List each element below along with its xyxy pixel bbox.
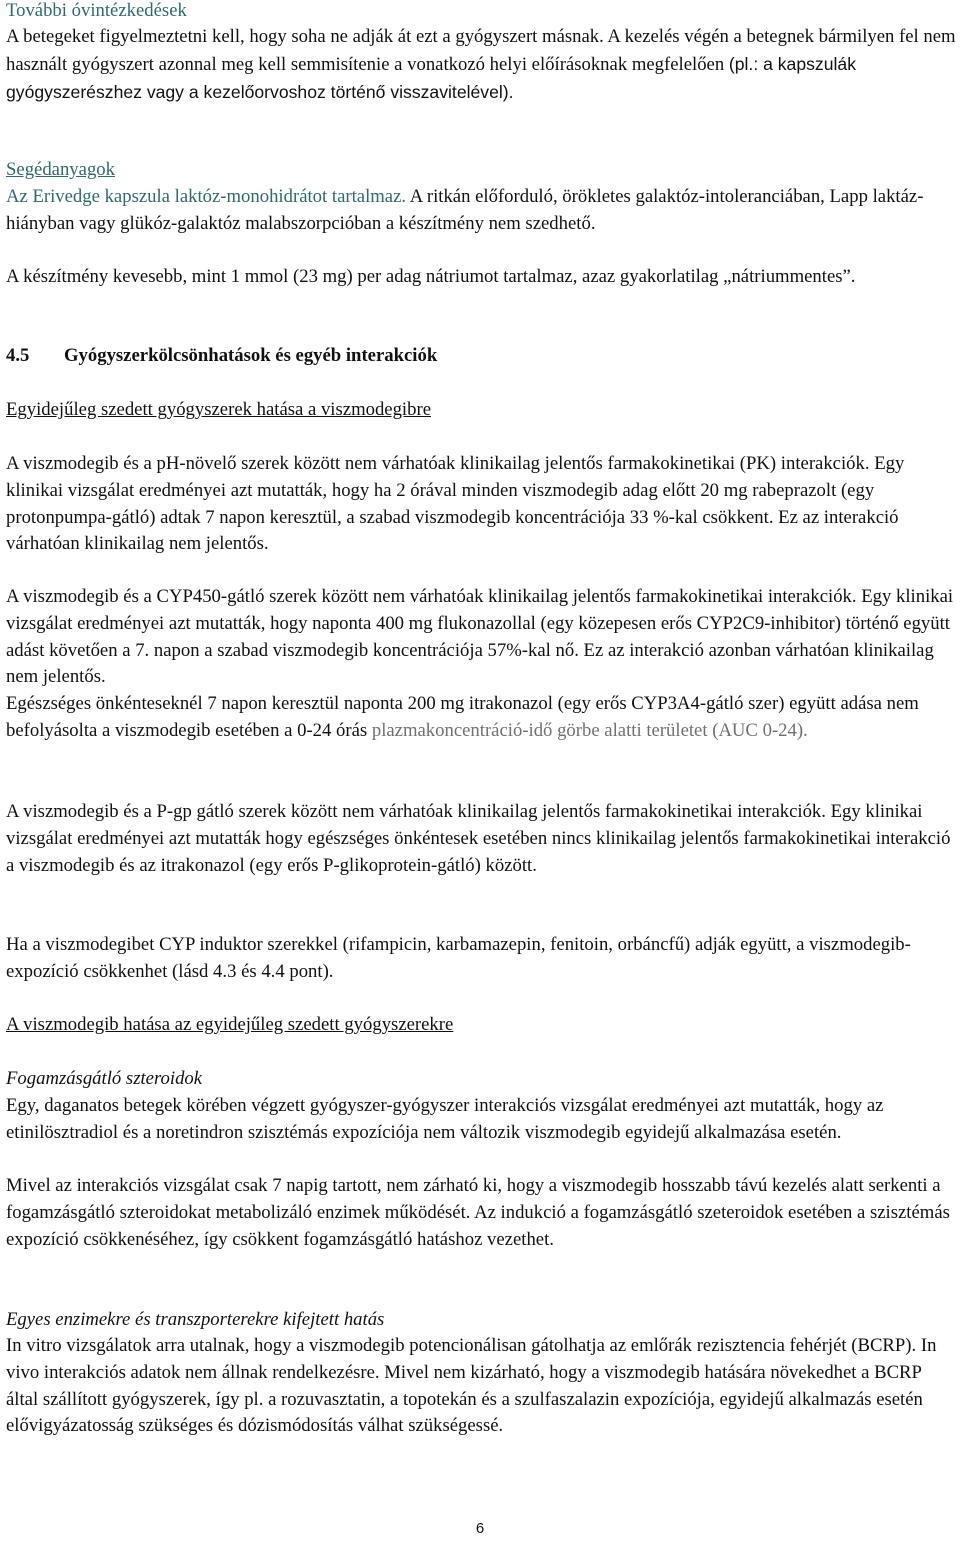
excipients-sodium: A készítmény kevesebb, mint 1 mmol (23 mg) per adag nátriumot tartalmaz, azaz gyakorlatilag „nátriummentes”. bbox=[6, 266, 856, 287]
precautions-body-return: (pl.: a kapszulák gyógyszerészhez vagy a kezelőorvoshoz történő visszavitelével). bbox=[6, 53, 857, 102]
sub1-paragraph-3-auc: plazmakoncentráció-idő görbe alatti területet (AUC 0-24). bbox=[371, 719, 808, 741]
excipients-title: Segédanyagok bbox=[6, 159, 115, 180]
section-heading bbox=[6, 343, 437, 370]
sub1-paragraph-5: Ha a viszmodegibet CYP induktor szerekkel (rifampicin, karbamazepin, fenitoin, orbáncfű) adják együtt, a viszmodegib-expozíció csökkenhet (lásd 4.3 és 4.4 pont). bbox=[6, 934, 911, 982]
section-number: 4.5 bbox=[6, 345, 30, 366]
precautions-body-main: A betegeket figyelmeztetni kell, hogy soha ne adják át ezt a gyógyszert másnak. A kezelés végén a betegnek bármilyen fel nem használt gyógyszert azonnal meg kell semmisítenie a vonatkozó helyi előírásoknak megfelelően bbox=[6, 26, 956, 75]
excipients-intolerance: A ritkán előforduló, örökletes galaktóz-intoleranciában, Lapp laktáz-hiányban vagy glükóz-galaktóz malabszorpcióban a készítmény nem szedhető. bbox=[6, 186, 924, 234]
excipients-body bbox=[6, 184, 956, 238]
sub1-paragraph-3-main: Egészséges önkénteseknél 7 napon keresztül naponta 200 mg itrakonazol (egy erős CYP3A4-gátló szer) együtt adása nem befolyásolta a viszmodegib esetében a 0-24 órás bbox=[6, 693, 919, 741]
enzyme-paragraph: In vitro vizsgálatok arra utalnak, hogy a viszmodegib potencionálisan gátolhatja az emlőrák rezisztencia fehérjét (BCRP). In vivo interakciós adatok nem állnak rendelkezésre. Mivel nem kizárható, hogy a viszmodegib hatására növekedhet a BCRP által szállított gyógyszerek, így pl. a rozuvasztatin, a topotekán és a szulfaszalazin expozíciója, egyidejű alkalmazás esetén elővigyázatosság szükséges és dózismódosítás válhat szükségessé. bbox=[6, 1335, 937, 1437]
precautions-body bbox=[6, 24, 956, 106]
sub1-paragraph-3 bbox=[6, 691, 960, 745]
enzyme-title: Egyes enzimekre és transzporterekre kifejtett hatás bbox=[6, 1309, 385, 1330]
sub1-paragraph-1: A viszmodegib és a pH-növelő szerek között nem várhatóak klinikailag jelentős farmakokinetikai (PK) interakciók. Egy klinikai vizsgálat eredményei azt mutatták, hogy ha 2 órával minden viszmodegib adag előtt 20 mg rabeprazolt (egy protonpumpa-gátló) adtak 7 napon keresztül, a szabad viszmodegib koncentrációja 33 %-kal csökkent. Ez az interakció várhatóan klinikailag nem jelentős. bbox=[6, 453, 905, 555]
sub1-paragraph-4: A viszmodegib és a P-gp gátló szerek között nem várhatóak klinikailag jelentős farmakokinetikai interakciók. Egy klinikai vizsgálat eredményei azt mutatták hogy egészséges önkéntesek esetében nincs klinikailag jelentős farmakokinetikai interakció a viszmodegib és az itrakonazol (egy erős P-glikoprotein-gátló) között. bbox=[6, 801, 951, 876]
precautions-title: További óvintézkedések bbox=[6, 0, 187, 21]
contraceptive-title: Fogamzásgátló szteroidok bbox=[6, 1068, 203, 1089]
excipients-lactose: Az Erivedge kapszula laktóz-monohidrátot tartalmaz. bbox=[6, 186, 407, 207]
subsection-2-title: A viszmodegib hatása az egyidejűleg szedett gyógyszerekre bbox=[6, 1014, 454, 1035]
sub1-paragraph-2: A viszmodegib és a CYP450-gátló szerek között nem várhatóak klinikailag jelentős farmakokinetikai interakciók. Egy klinikai vizsgálat eredményei azt mutatták, hogy naponta 400 mg flukonazollal (egy közepesen erős CYP2C9-inhibitor) történő együtt adást követően a 7. napon a szabad viszmodegib koncentrációja 57%-kal nő. Ez az interakció azonban várhatóan klinikailag nem jelentős. bbox=[6, 586, 954, 688]
section-title: Gyógyszerkölcsönhatások és egyéb interakciók bbox=[64, 345, 438, 366]
page-number: 6 bbox=[475, 1520, 485, 1537]
subsection-1-title: Egyidejűleg szedett gyógyszerek hatása a viszmodegibre bbox=[6, 399, 431, 420]
contraceptive-paragraph-2: Mivel az interakciós vizsgálat csak 7 napig tartott, nem zárható ki, hogy a viszmodegib hosszabb távú kezelés alatt serkenti a fogamzásgátló szteroidokat metabolizáló enzimek működését. Az indukció a fogamzásgátló szeteroidok esetében a szisztémás expozíció csökkenéséhez, így csökkent fogamzásgátló hatáshoz vezethet. bbox=[6, 1175, 950, 1250]
contraceptive-paragraph-1: Egy, daganatos betegek körében végzett gyógyszer-gyógyszer interakciós vizsgálat eredményei azt mutatták, hogy az etinilösztradiol és a noretindron szisztémás expozíciója nem változik viszmodegib egyidejű alkalmazása esetén. bbox=[6, 1095, 884, 1143]
